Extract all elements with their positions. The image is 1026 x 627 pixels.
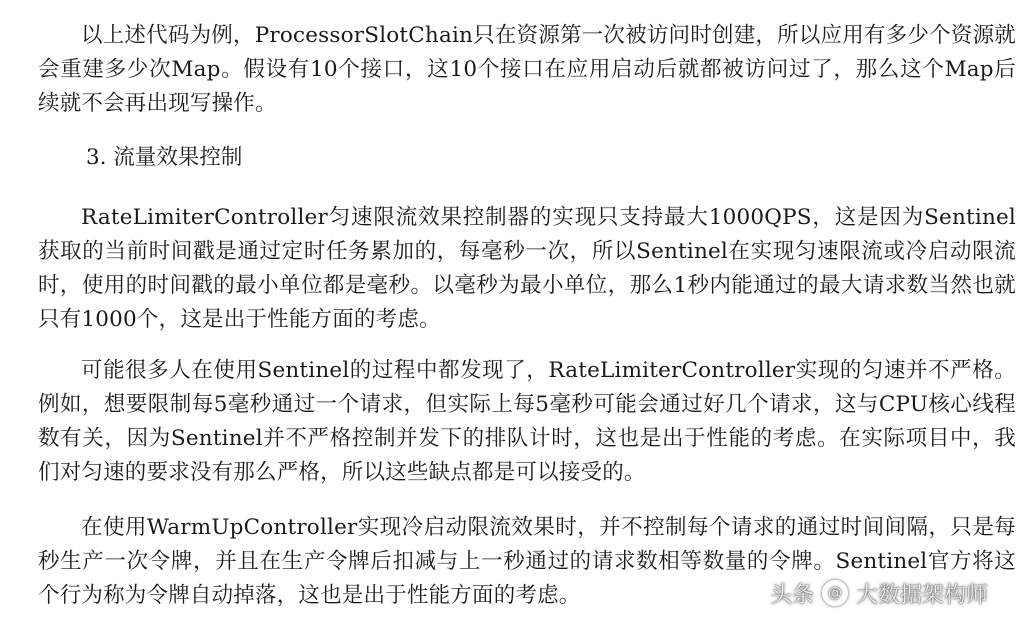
paragraph-processor-slot-chain: 以上述代码为例，ProcessorSlotChain只在资源第一次被访问时创建，所以应用有多少个资源就会重建多少次Map。假设有10个接口，这10个接口在应用启动后就都被访问过了，那么这个Map后续就不会再出现写操作。	[38, 23, 1016, 116]
paragraph-rate-limiter-controller: RateLimiterController匀速限流效果控制器的实现只支持最大1000QPS，这是因为Sentinel获取的当前时间戳是通过定时任务累加的，每毫秒一次，所以Sentinel在实现匀速限流或冷启动限流时，使用的时间戳的最小单位都是毫秒。以毫秒为最小单位，那么1秒内能通过的最大请求数当然也就只有1000个，这是出于性能方面的考虑。	[38, 205, 1016, 332]
at-icon: @	[822, 580, 848, 606]
section-heading-flow-effect-control: 3. 流量效果控制	[86, 145, 243, 170]
paragraph-uniform-rate-strictness: 可能很多人在使用Sentinel的过程中都发现了，RateLimiterController实现的匀速并不严格。例如，想要限制每5毫秒通过一个请求，但实际上每5毫秒可能会通过好几个请求，这与CPU核心线程数有关，因为Sentinel并不严格控制并发下的排队计时，这也是出于性能的考虑。在实际项目中，我们对匀速的要求没有那么严格，所以这些缺点都是可以接受的。	[38, 358, 1016, 485]
paragraph-warmup-controller: 在使用WarmUpController实现冷启动限流效果时，并不控制每个请求的通过时间间隔，只是每秒生产一次令牌，并且在生产令牌后扣减与上一秒通过的请求数相等数量的令牌。Sentinel官方将这个行为称为令牌自动掉落，这也是出于性能方面的考虑。	[38, 515, 1016, 608]
watermark-logo: 头条	[770, 582, 815, 608]
watermark-author: 大数据架构师	[856, 582, 989, 608]
